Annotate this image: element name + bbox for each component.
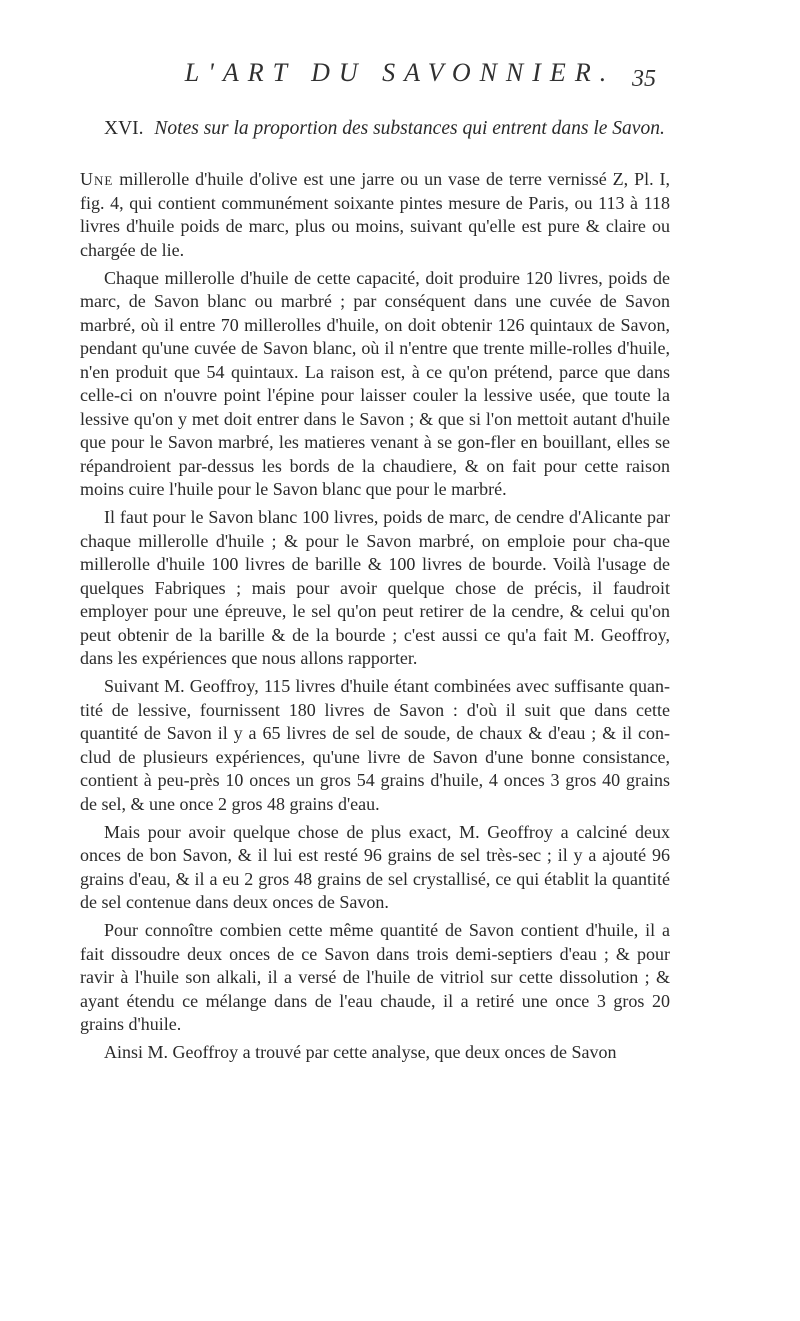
paragraph-text: Suivant M. Geoffroy, 115 livres d'huile étant combinées avec suffisante quan-tité de lessive, fournissent 180 livres de Savon : d'où il suit que dans cette quantité de Savon il y a 65 livres de sel de soude, de chaux & d'eau ; & il con-clud de plusieurs expériences, qu'une livre de Savon d'une bonne consistance, contient à peu-près 10 onces un gros 54 grains d'huile, 4 onces 3 gros 40 grains de sel, & une once 2 gros 48 grains d'eau.: [80, 676, 670, 814]
paragraph: [80, 919, 670, 1037]
paragraph: [80, 821, 670, 915]
paragraph-text: Mais pour avoir quelque chose de plus exact, M. Geoffroy a calciné deux onces de bon Savon, & il lui est resté 96 grains de sel très-sec ; il y a ajouté 96 grains d'eau, & il a eu 2 gros 48 grains de sel crystallisé, ce qui établit la quantité de sel contenue dans deux onces de Savon.: [80, 821, 670, 912]
paragraph: [80, 506, 670, 671]
paragraph-text: millerolle d'huile d'olive est une jarre ou un vase de terre vernissé Z, Pl. I, fig. 4, qui contient communément soixante pintes mesure de Paris, ou 113 à 118 livres d'huile poids de marc, plus ou moins, suivant qu'elle est pure & claire ou chargée de lie.: [80, 169, 670, 260]
paragraph-text: Chaque millerolle d'huile de cette capacité, doit produire 120 livres, poids de marc, de Savon blanc ou marbré ; par conséquent dans une cuvée de Savon marbré, où il entre 70 millerolles d'huile, on doit obtenir 126 quintaux de Savon, pendant qu'une cuvée de Savon blanc, où il n'entre que trente mille-rolles d'huile, n'en produit que 54 quintaux. La raison est, à ce qu'on prétend, parce que dans celle-ci on n'ouvre point l'épine pour laisser couler la lessive usée, que toute la lessive qu'on y met doit entrer dans le Savon ; & que si l'on mettoit autant d'huile que pour le Savon marbré, les matieres venant à se gon-fler en bouillant, elles se répandroient par-dessus les bords de la chaudiere, & on fait pour cette raison moins cuire l'huile pour le Savon blanc que pour le marbré.: [80, 267, 670, 499]
page-number: 35: [632, 66, 656, 92]
section-number: XVI.: [104, 118, 144, 139]
paragraph: [80, 1041, 670, 1065]
paragraph: [80, 168, 670, 262]
paragraph-lead: Une: [80, 169, 114, 189]
paragraph-text: Pour connoître combien cette même quantité de Savon contient d'huile, il a fait dissoudre deux onces de ce Savon dans trois demi-septiers d'eau ; & pour ravir à l'huile son alkali, il a versé de l'huile de vitriol sur cette dissolution ; & ayant étendu ce mélange dans de l'eau chaude, il a retiré une once 3 gros 20 grains d'huile.: [80, 920, 670, 1034]
body-text: [80, 168, 670, 1069]
section-heading: [104, 118, 744, 140]
section-title: Notes sur la proportion des substances qui entrent dans le Savon.: [154, 118, 665, 139]
running-title: L'ART DU SAVONNIER.: [184, 58, 616, 87]
paragraph-text: Il faut pour le Savon blanc 100 livres, poids de marc, de cendre d'Alicante par chaque millerolle d'huile ; & pour le Savon marbré, on emploie pour cha-que millerolle d'huile 100 livres de barille & 100 livres de bourde. Voilà l'usage de quelques Fabriques ; mais pour avoir quelque chose de précis, il faudroit employer pour une épreuve, le sel qu'on peut retirer de la cendre, & celui qu'on peut obtenir de la barille & de la bourde ; c'est aussi ce qu'a fait M. Geoffroy, dans les expériences que nous allons rapporter.: [80, 507, 670, 668]
paragraph: [80, 675, 670, 816]
paragraph-text: Ainsi M. Geoffroy a trouvé par cette analyse, que deux onces de Savon: [104, 1042, 617, 1062]
paragraph: [80, 267, 670, 502]
